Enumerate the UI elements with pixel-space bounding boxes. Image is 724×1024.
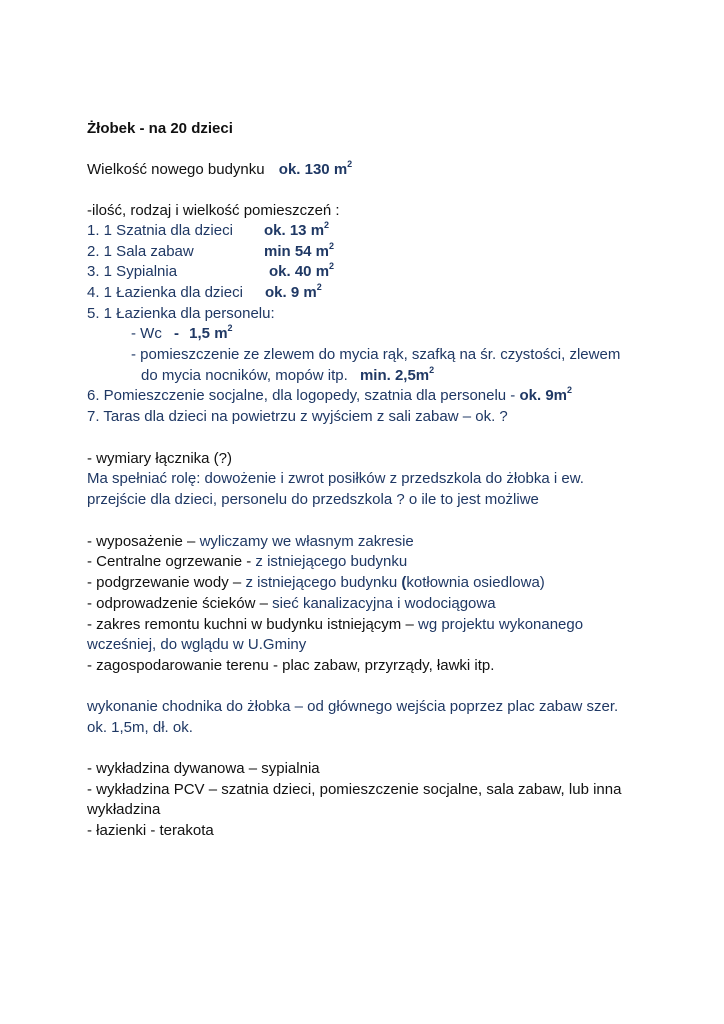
room-3-value: ok. 40 $m^2$ [269,261,335,280]
equipment-1-value: wyliczamy we własnym zakresie [199,533,414,550]
room-line-3 [87,261,335,282]
equipment-2-value: z istniejącego budynku [255,553,408,570]
room-5-wc-value: 1,5 $m^2$ [189,323,233,342]
equipment-5-label: - zakres remontu kuchni w budynku istniejącym – [87,616,418,633]
room-5-utility-line-1: - pomieszczenie ze zlewem do mycia rąk, szafką na śr. czystości, zlewem [131,346,621,363]
room-line-7: 7. Taras dla dzieci na powietrzu z wyjściem z sali zabaw – ok. ? [87,408,508,425]
connector-line-2: przejście dla dzieci, personelu do przedszkola ? o ile to jest możliwe [87,491,539,508]
equipment-line-7: - zagospodarowanie terenu - plac zabaw, przyrządy, ławki itp. [87,657,495,674]
equipment-line-2 [87,552,407,572]
equipment-line-6: wcześniej, do wglądu w U.Gminy [87,636,307,653]
equipment-2-label: - Centralne ogrzewanie - [87,553,256,570]
connector-line-1: Ma spełniać rolę: dowożenie i zwrot posiłków z przedszkola do żłobka i ew. [87,470,584,487]
equipment-3-label: - podgrzewanie wody – [87,574,246,591]
building-size-line [87,160,352,180]
room-1-text: 1. 1 Szatnia dla dzieci [87,222,233,239]
room-1-value: ok. 13 $m^2$ [264,220,330,239]
document-title: Żłobek - na 20 dzieci [87,120,233,137]
room-4-text: 4. 1 Łazienka dla dzieci [87,284,243,301]
flooring-line-4: - łazienki - terakota [87,822,214,839]
flooring-line-2: - wykładzina PCV – szatnia dzieci, pomieszczenie socjalne, sala zabaw, lub inna [87,781,622,798]
room-line-2 [87,241,335,262]
equipment-3-value: z istniejącego budynku [245,574,402,591]
room-line-6 [87,386,572,406]
room-5-utility-line-2 [141,366,434,386]
room-3-text: 3. 1 Sypialnia [87,263,178,280]
room-2-value: min 54 $m^2$ [264,241,335,260]
connector-header: - wymiary łącznika (?) [87,450,233,467]
building-size-value: ok. 130 $m^2$ [278,159,353,178]
room-4-value: ok. 9 $m^2$ [265,282,322,301]
room-6-text: 6. Pomieszczenie socjalne, dla logopedy, szatnia dla personelu - [87,387,516,404]
flooring-line-3: wykładzina [87,801,161,818]
building-size-label: Wielkość nowego budynku [87,161,265,178]
equipment-line-5 [87,615,583,635]
equipment-1-label: - wyposażenie – [87,533,200,550]
equipment-4-label: - odprowadzenie ścieków – [87,595,273,612]
room-line-1 [87,220,330,241]
path-line-1: wykonanie chodnika do żłobka – od głównego wejścia poprzez plac zabaw szer. [87,698,619,715]
equipment-line-1 [87,532,414,552]
equipment-3-value-2: kotłownia osiedlowa) [406,574,545,591]
path-line-2: ok. 1,5m, dł. ok. [87,719,193,736]
room-line-4 [87,282,322,303]
equipment-3-paren: ( [401,574,407,591]
flooring-line-1: - wykładzina dywanowa – sypialnia [87,760,320,777]
room-5-wc-label: - Wc [131,325,162,342]
room-5-wc-line [131,324,233,344]
room-line-5: 5. 1 Łazienka dla personelu: [87,305,275,322]
room-5-utility-value: min. $2,5m^2$ [359,365,435,384]
equipment-4-value: sieć kanalizacyjna i wodociągowa [272,595,496,612]
room-5-wc-dash: - [174,325,179,342]
room-6-value: ok. $9m^2$ [519,385,573,404]
equipment-line-4 [87,594,496,614]
room-5-utility-text: do mycia nocników, mopów itp. [141,367,348,384]
rooms-header: -ilość, rodzaj i wielkość pomieszczeń : [87,202,340,219]
equipment-line-3 [87,573,545,593]
equipment-5-value: wg projektu wykonanego [417,616,584,633]
room-2-text: 2. 1 Sala zabaw [87,243,194,260]
